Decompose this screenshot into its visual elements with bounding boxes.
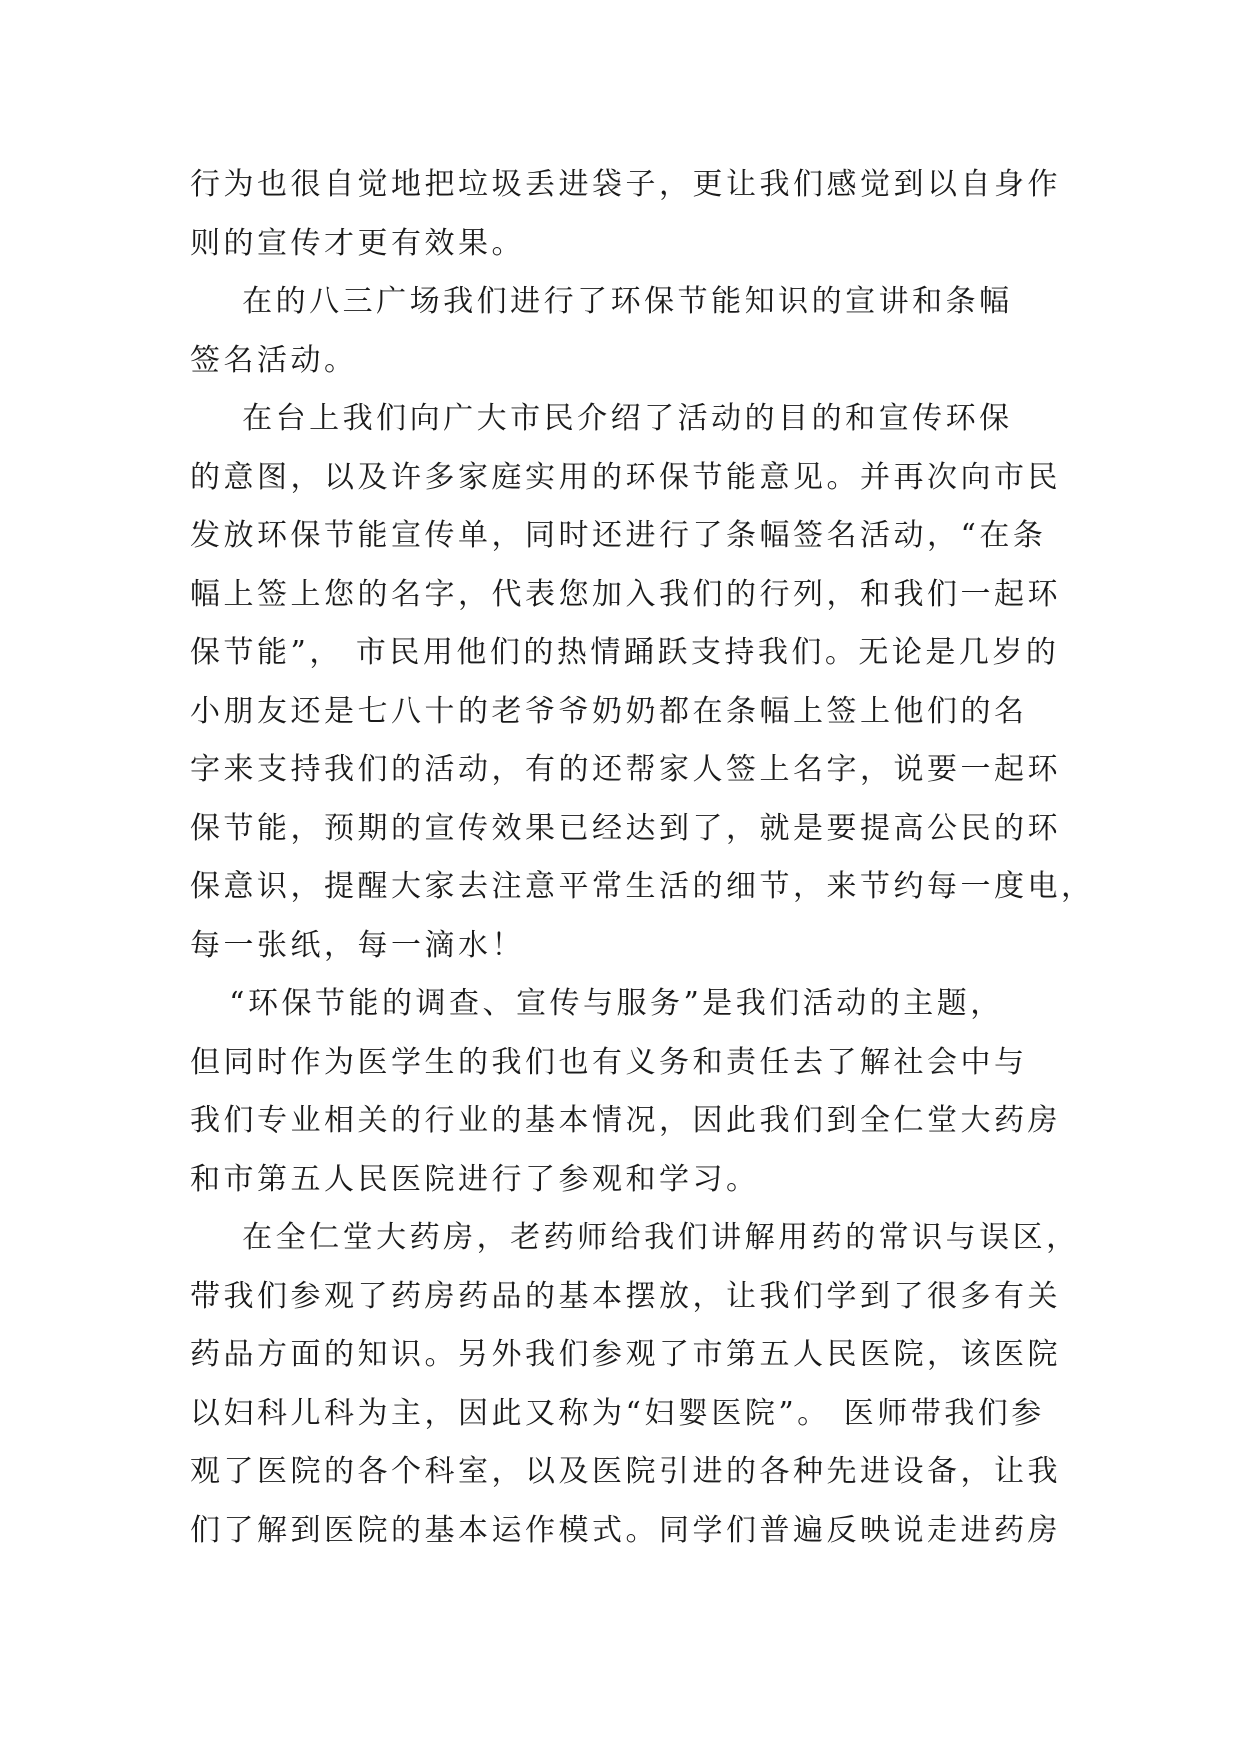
body-text	[190, 156, 1095, 1560]
text-line: “环保节能的调查、宣传与服务”是我们活动的主题，	[190, 986, 1004, 1021]
text-line: 但同时作为医学生的我们也有义务和责任去了解社会中与	[190, 1044, 1028, 1080]
text-line: 在的八三广场我们进行了环保节能知识的宣讲和条幅	[190, 284, 1013, 319]
text-line: 字来支持我们的活动，有的还帮家人签上名字，说要一起环	[190, 752, 1061, 787]
text-line: 小朋友还是七八十的老爷爷奶奶都在条幅上签上他们的名	[190, 693, 1028, 729]
text-line: 保意识，提醒大家去注意平常生活的细节，来节约每一度电，	[190, 869, 1095, 904]
text-line: 的意图，以及许多家庭实用的环保节能意见。并再次向市民	[190, 459, 1061, 495]
text-line: 幅上签上您的名字，代表您加入我们的行列，和我们一起环	[190, 576, 1061, 612]
text-line: 带我们参观了药房药品的基本摆放，让我们学到了很多有关	[190, 1278, 1061, 1314]
text-line: 以妇科儿科为主，因此又称为“妇婴医院”。 医师带我们参	[190, 1395, 1045, 1431]
text-line: 药品方面的知识。另外我们参观了市第五人民医院，该医院	[190, 1337, 1061, 1372]
text-line: 在台上我们向广大市民介绍了活动的目的和宣传环保	[190, 401, 1013, 436]
text-line: 在全仁堂大药房，老药师给我们讲解用药的常识与误区，	[190, 1220, 1080, 1255]
text-line: 签名活动。	[190, 342, 358, 378]
text-line: 发放环保节能宣传单，同时还进行了条幅签名活动，“在条	[190, 518, 1047, 553]
text-line: 保节能”， 市民用他们的热情踊跃支持我们。无论是几岁的	[190, 635, 1060, 670]
text-line: 和市第五人民医院进行了参观和学习。	[190, 1161, 760, 1197]
text-line: 我们专业相关的行业的基本情况，因此我们到全仁堂大药房	[190, 1103, 1061, 1138]
text-line: 们了解到医院的基本运作模式。同学们普遍反映说走进药房	[190, 1512, 1061, 1548]
text-line: 行为也很自觉地把垃圾丢进袋子，更让我们感觉到以自身作	[190, 167, 1061, 202]
text-line: 则的宣传才更有效果。	[190, 225, 525, 261]
text-line: 保节能，预期的宣传效果已经达到了，就是要提高公民的环	[190, 810, 1061, 846]
text-line: 观了医院的各个科室，以及医院引进的各种先进设备，让我	[190, 1454, 1061, 1489]
text-line: 每一张纸，每一滴水！	[190, 927, 525, 963]
